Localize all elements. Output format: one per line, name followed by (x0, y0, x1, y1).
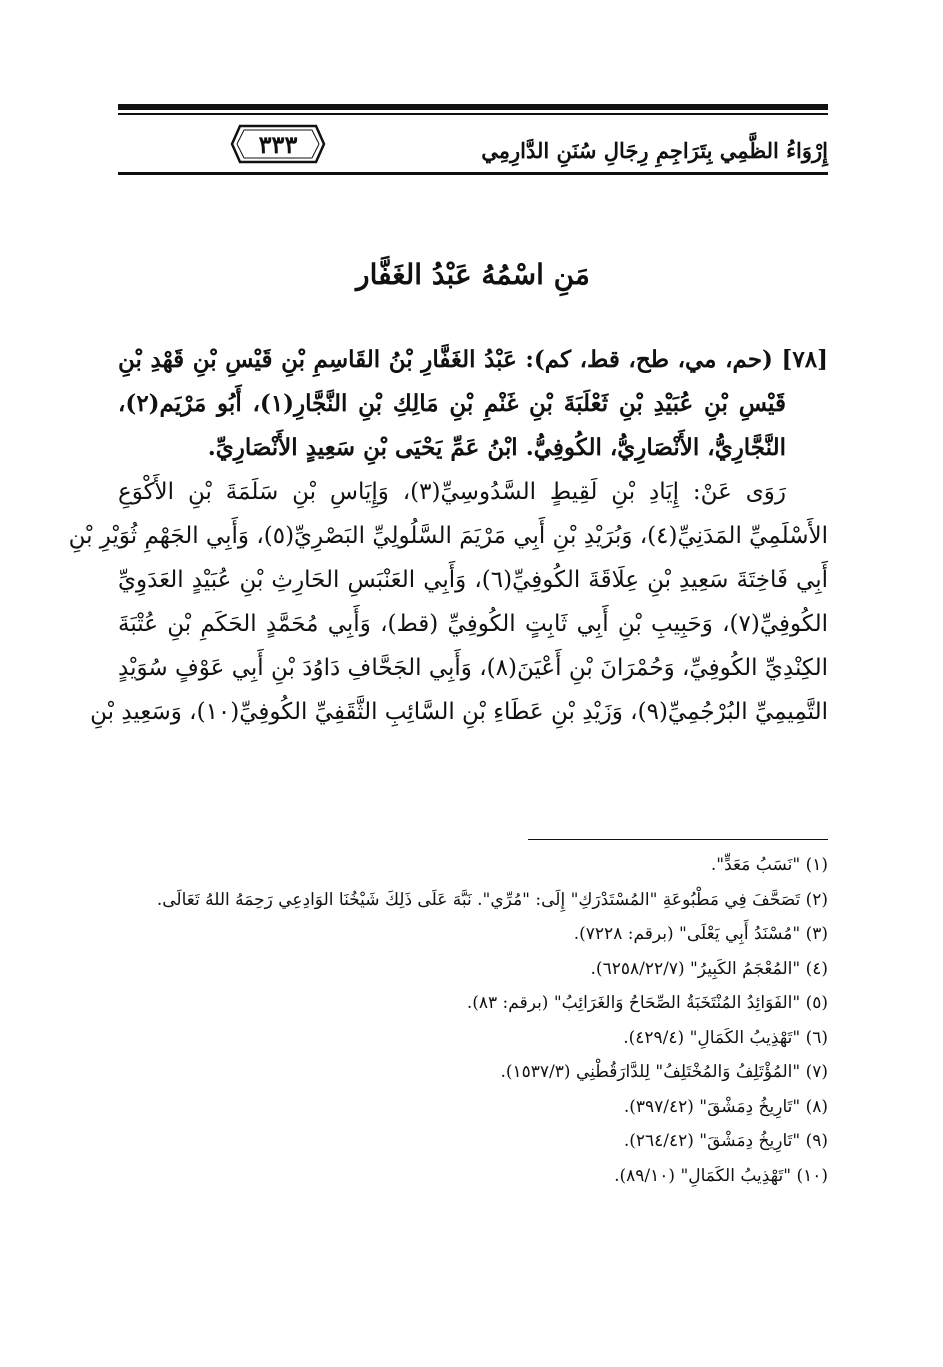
header-rule-bottom (118, 172, 828, 175)
entry-heading-line: النَّجَّارِيُّ، الأَنْصَارِيُّ، الكُوفِيُّ. ابْنُ عَمِّ يَحْيَى بْنِ سَعِيدٍ الأَنْصَارِيِّ. (207, 434, 786, 461)
body-text-line: أَبِي فَاخِتَةَ سَعِيدِ بْنِ عِلَاقَةَ الكُوفِيِّ(٦)، وَأَبِي العَنْبَسِ الحَارِثِ بْنِ عُبَيْدٍ العَدَوِيِّ (118, 567, 828, 593)
header-rule-thick (118, 104, 828, 110)
footnotes (118, 848, 828, 1193)
body-text-line: الأَسْلَمِيِّ المَدَنِيِّ(٤)، وَبُرَيْدِ بْنِ أَبِي مَرْيَمَ السَّلُولِيِّ البَصْرِيِّ(٥)، وَأَبِي الجَهْمِ ثُوَيْرِ بْنِ (68, 523, 828, 549)
footnote: (١٠) "تَهْذِيبُ الكَمَالِ" (٨٩/١٠). (614, 1165, 828, 1186)
body-text-line: التَّمِيمِيِّ البُرْجُمِيِّ(٩)، وَزَيْدِ بْنِ عَطَاءِ بْنِ السَّائِبِ الثَّقَفِيِّ الكُوفِيِّ(١٠)، وَسَعِيدِ بْنِ (90, 699, 828, 725)
footnote-separator (528, 839, 828, 840)
header-rule-thin (118, 113, 828, 115)
page-header (118, 98, 828, 178)
body-text-line: الكُوفِيِّ(٧)، وَحَبِيبِ بْنِ أَبِي ثَابِتٍ الكُوفِيِّ (قط)، وَأَبِي مُحَمَّدٍ الحَكَمِ بْنِ عُتْبَةَ (118, 611, 828, 637)
entry-heading-line: قَيْسِ بْنِ عُبَيْدِ بْنِ ثَعْلَبَةَ بْنِ غَنْمِ بْنِ مَالِكِ بْنِ النَّجَّارِ(١)، أَبُو مَرْيَم(٢)، (118, 390, 786, 417)
body-text-line: رَوَى عَنْ: إِيَادِ بْنِ لَقِيطٍ السَّدُوسِيِّ(٣)، وَإِيَاسِ بْنِ سَلَمَةَ بْنِ الأَكْوَعِ (118, 479, 786, 505)
running-title: إِرْوَاءُ الظَّمِي بِتَرَاجِمِ رِجَالِ سُنَنِ الدَّارِمِي (481, 138, 828, 163)
footnote: (٧) "المُؤْتَلِفُ وَالمُخْتَلِفُ" لِلدَّارَقُطْنِي (١٥٣٧/٣). (500, 1062, 828, 1082)
footnote: (٣) "مُسْنَدُ أَبِي يَعْلَى" (برقم: ٧٢٢٨). (573, 924, 828, 944)
section-title: مَنِ اسْمُهُ عَبْدُ الغَفَّار (356, 258, 590, 291)
footnote: (٥) "الفَوَائِدُ المُنْتَخَبَةُ الصِّحَاحُ وَالغَرَائِبُ" (برقم: ٨٣). (466, 993, 828, 1013)
page-number: ٣٣٣ (258, 130, 298, 159)
entry-heading-line: [٧٨] (حم، مي، طح، قط، كم): عَبْدُ الغَفَّارِ بْنُ القَاسِمِ بْنِ قَيْسِ بْنِ قَهْدِ بْنِ (118, 346, 828, 373)
footnote: (١) "نَسَبُ مَعَدٍّ". (710, 855, 828, 875)
footnote: (٨) "تَارِيخُ دِمَشْقَ" (٣٩٧/٤٢). (623, 1096, 828, 1117)
footnote: (٩) "تَارِيخُ دِمَشْقَ" (٢٦٤/٤٢). (623, 1131, 828, 1151)
entry-body (68, 338, 829, 734)
footnote: (٢) تَصَحَّفَ فِي مَطْبُوعَةِ "المُسْتَدْرَكِ" إِلَى: "مُرِّي". نَبَّهَ عَلَى ذَلِكَ شَيْخُنَا الوَادِعِي رَحِمَهُ اللهُ تَعَالَى. (156, 889, 828, 910)
footnote: (٤) "المُعْجَمُ الكَبِيرُ" (٦٢٥٨/٢٢/٧). (590, 958, 828, 979)
body-text-line: الكِنْدِيِّ الكُوفِيِّ، وَحُمْرَانَ بْنِ أَعْيَنَ(٨)، وَأَبِي الجَحَّافِ دَاوُدَ بْنِ أَبِي عَوْفٍ سُوَيْدٍ (118, 655, 829, 681)
footnote: (٦) "تَهْذِيبُ الكَمَالِ" (٤٢٩/٤). (623, 1027, 828, 1048)
page-number-badge (230, 124, 326, 164)
